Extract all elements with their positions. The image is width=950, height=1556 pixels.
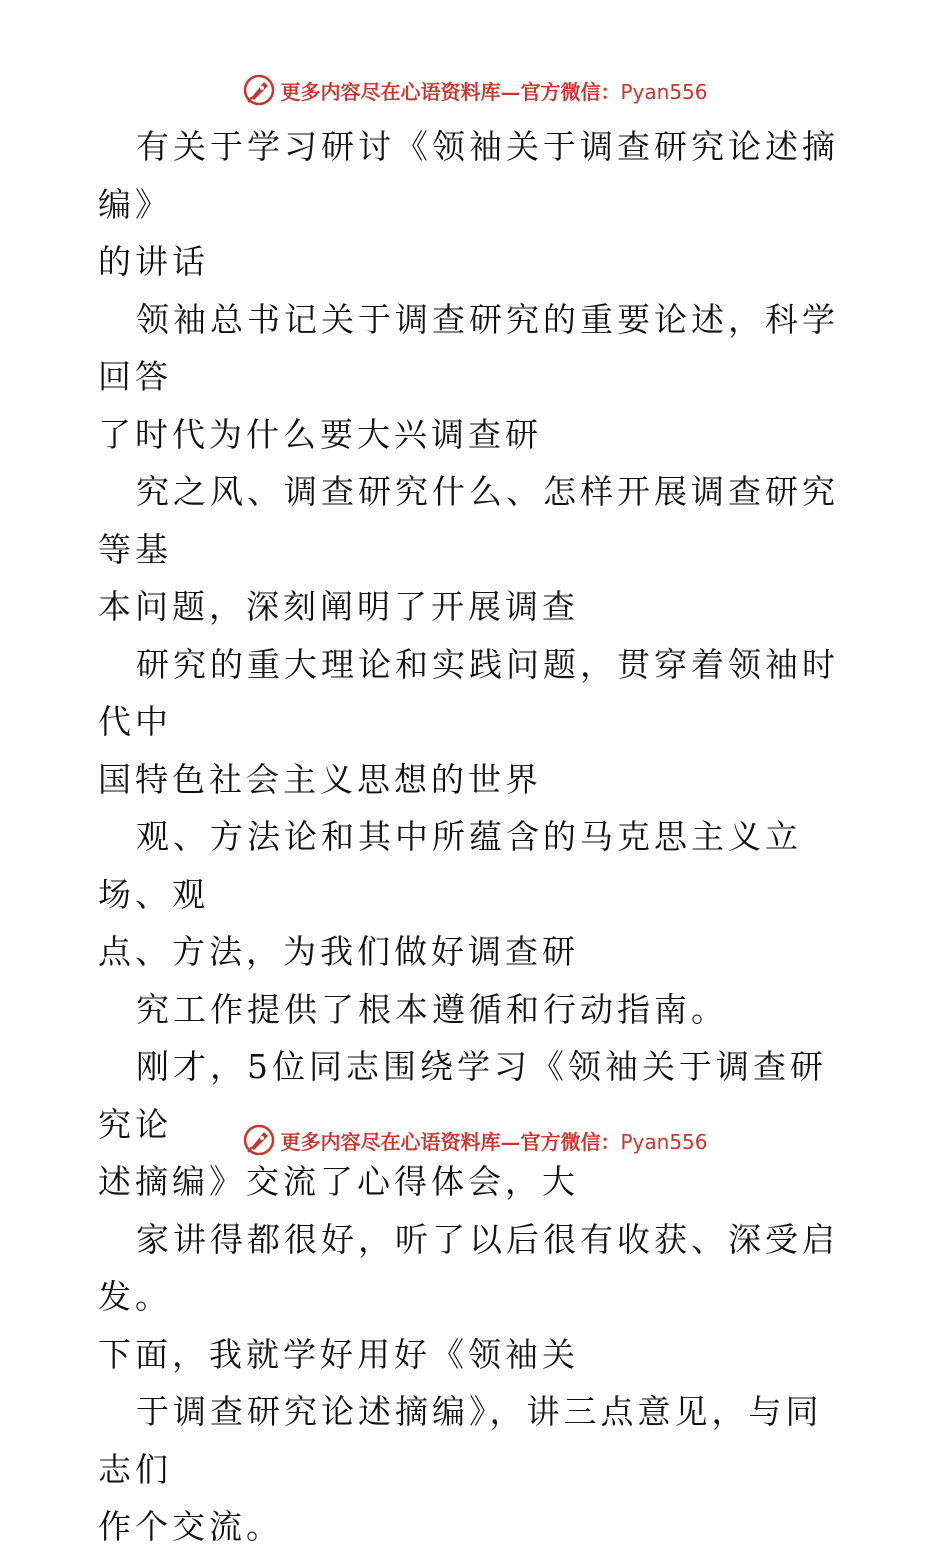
wechat-id: Pyan556 — [620, 1129, 708, 1154]
text-line: 刚才，5位同志围绕学习《领袖关于调查研究论 — [98, 1047, 827, 1144]
text-line: 作个交流。 — [98, 1507, 283, 1546]
footer-watermark-banner — [0, 1120, 950, 1160]
text-line: 究工作提供了根本遵循和行动指南。 — [136, 989, 728, 1029]
text-line: 了时代为什么要大兴调查研 — [98, 414, 542, 454]
text-line: 本问题，深刻阐明了开展调查 — [98, 587, 579, 626]
text-line: 下面，我就学好用好《领袖关 — [98, 1334, 579, 1374]
paragraph-lines — [98, 291, 858, 1556]
text-line: 述摘编》交流了心得体会，大 — [98, 1162, 579, 1201]
document-title-line: 有关于学习研讨《领袖关于调查研究论述摘编》 — [98, 127, 839, 224]
wechat-id: Pyan556 — [620, 79, 708, 104]
text-line: 观、方法论和其中所蕴含的马克思主义立场、观 — [98, 817, 802, 914]
text-line: 国特色社会主义思想的世界 — [98, 759, 542, 799]
text-line: 领袖总书记关于调查研究的重要论述，科学回答 — [98, 299, 839, 396]
document-title-line: 的讲话 — [98, 242, 209, 281]
banner-text: 更多内容尽在心语资料库—官方微信：Pyan556 — [280, 79, 708, 104]
pen-nib-logo-icon — [242, 1123, 276, 1157]
text-line: 究之风、调查研究什么、怎样开展调查研究等基 — [98, 472, 839, 569]
document-body — [98, 118, 858, 1556]
text-line: 于调查研究论述摘编》，讲三点意见，与同志们 — [98, 1392, 823, 1489]
text-line: 点、方法，为我们做好调查研 — [98, 932, 579, 971]
pen-nib-logo-icon — [242, 73, 276, 107]
text-line: 研究的重大理论和实践问题，贯穿着领袖时代中 — [98, 644, 839, 741]
text-line: 家讲得都很好，听了以后很有收获、深受启发。 — [98, 1219, 839, 1316]
header-watermark-banner — [0, 70, 950, 110]
banner-text: 更多内容尽在心语资料库—官方微信：Pyan556 — [280, 1129, 708, 1154]
